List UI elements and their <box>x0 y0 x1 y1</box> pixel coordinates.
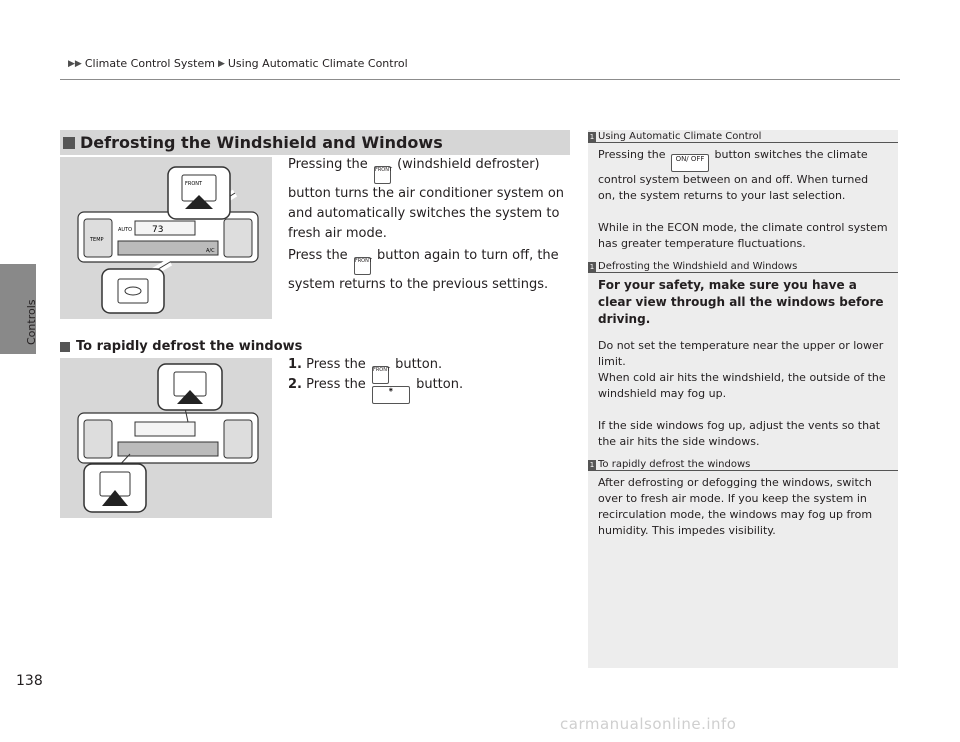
safety-warning: For your safety, make sure you have a clear view through all the windows before driving. <box>598 278 884 326</box>
note-heading <box>588 131 898 142</box>
note-heading <box>588 261 898 272</box>
note-paragraph: When cold air hits the windshield, the outside of the windshield may fog up. <box>598 371 886 400</box>
breadcrumb-item-climate[interactable]: Climate Control System <box>84 57 215 70</box>
note-title: To rapidly defrost the windows <box>598 459 751 470</box>
section-title: Defrosting the Windshield and Windows <box>80 133 443 152</box>
para1-lead: Pressing the <box>288 157 368 172</box>
note-paragraph: If the side windows fog up, adjust the vents so that the air hits the side windows. <box>598 419 881 448</box>
watermark: carmanualsonline.info <box>560 715 737 733</box>
step-2-rest: button. <box>416 377 464 392</box>
front-defrost-button-icon: FRONT <box>374 166 391 184</box>
step-1-rest: button. <box>395 357 443 372</box>
note-paragraph <box>598 147 888 204</box>
front-label: FRONT <box>185 181 203 187</box>
ac-label: A/C <box>206 248 215 254</box>
para2-lead: Press the <box>288 248 348 263</box>
note-body <box>588 143 898 252</box>
note-heading <box>588 459 898 470</box>
climate-panel-illustration <box>60 358 272 518</box>
climate-panel-illustration <box>60 157 272 319</box>
para2-rest: button again to turn off, the system returns to the previous settings. <box>288 248 559 292</box>
note-defrost <box>588 261 898 450</box>
square-bullet-icon <box>60 342 70 352</box>
step-1-lead: Press the <box>306 357 366 372</box>
paragraph-defrost-intro <box>288 155 570 244</box>
note-body <box>588 273 898 450</box>
para1-rest: (windshield defroster) button turns the air conditioner system on and automatically switches the system to fresh air mode. <box>288 157 565 241</box>
temp-display: 73 <box>152 225 164 235</box>
header-divider <box>60 79 900 80</box>
fresh-air-button-icon: ◉ <box>372 386 410 404</box>
note-rapid-defrost <box>588 459 898 539</box>
note-paragraph: Do not set the temperature near the upper or lower limit. <box>598 339 884 368</box>
note-p1-rest: button switches the climate control system between on and off. When turned on, the system returns to your last selection. <box>598 148 869 202</box>
note-paragraph: While in the ECON mode, the climate control system has greater temperature fluctuations. <box>598 221 888 250</box>
note-number-icon: 1 <box>589 132 595 141</box>
breadcrumb-item-auto[interactable]: Using Automatic Climate Control <box>227 57 408 70</box>
note-title: Defrosting the Windshield and Windows <box>598 261 798 272</box>
paragraph-defrost-off <box>288 246 570 295</box>
note-title: Using Automatic Climate Control <box>598 131 762 142</box>
figure-defrost-panel <box>60 157 272 319</box>
front-defrost-button-icon: FRONT <box>372 366 389 384</box>
breadcrumb-arrow-icon: ▶▶ <box>68 58 82 69</box>
breadcrumb-arrow-icon: ▶ <box>217 58 225 69</box>
step-2-lead: Press the <box>306 377 366 392</box>
section-heading <box>60 130 570 155</box>
side-tab-label: Controls <box>25 299 38 345</box>
note-number-icon: 1 <box>589 460 595 469</box>
step-1-number: 1. <box>288 357 302 372</box>
temp-label: TEMP <box>90 237 104 243</box>
step-2-number: 2. <box>288 377 302 392</box>
auto-label: AUTO <box>118 227 133 233</box>
front-defrost-button-icon: FRONT <box>354 257 371 275</box>
note-p1-lead: Pressing the <box>598 148 666 161</box>
figure-rapid-defrost <box>60 358 272 518</box>
page-number: 138 <box>16 673 43 689</box>
step-2 <box>288 375 463 404</box>
breadcrumb <box>68 57 408 70</box>
square-bullet-icon <box>63 137 75 149</box>
note-auto-climate <box>588 131 898 252</box>
note-number-icon: 1 <box>589 262 595 271</box>
subsection-heading <box>60 339 302 354</box>
subsection-title: To rapidly defrost the windows <box>76 339 303 354</box>
onoff-button-icon: ON/ OFF <box>671 154 709 172</box>
note-paragraph: After defrosting or defogging the windows, switch over to fresh air mode. If you keep the system in recirculation mode, the windows may fog up from humidity. This impedes visibility. <box>598 476 873 537</box>
